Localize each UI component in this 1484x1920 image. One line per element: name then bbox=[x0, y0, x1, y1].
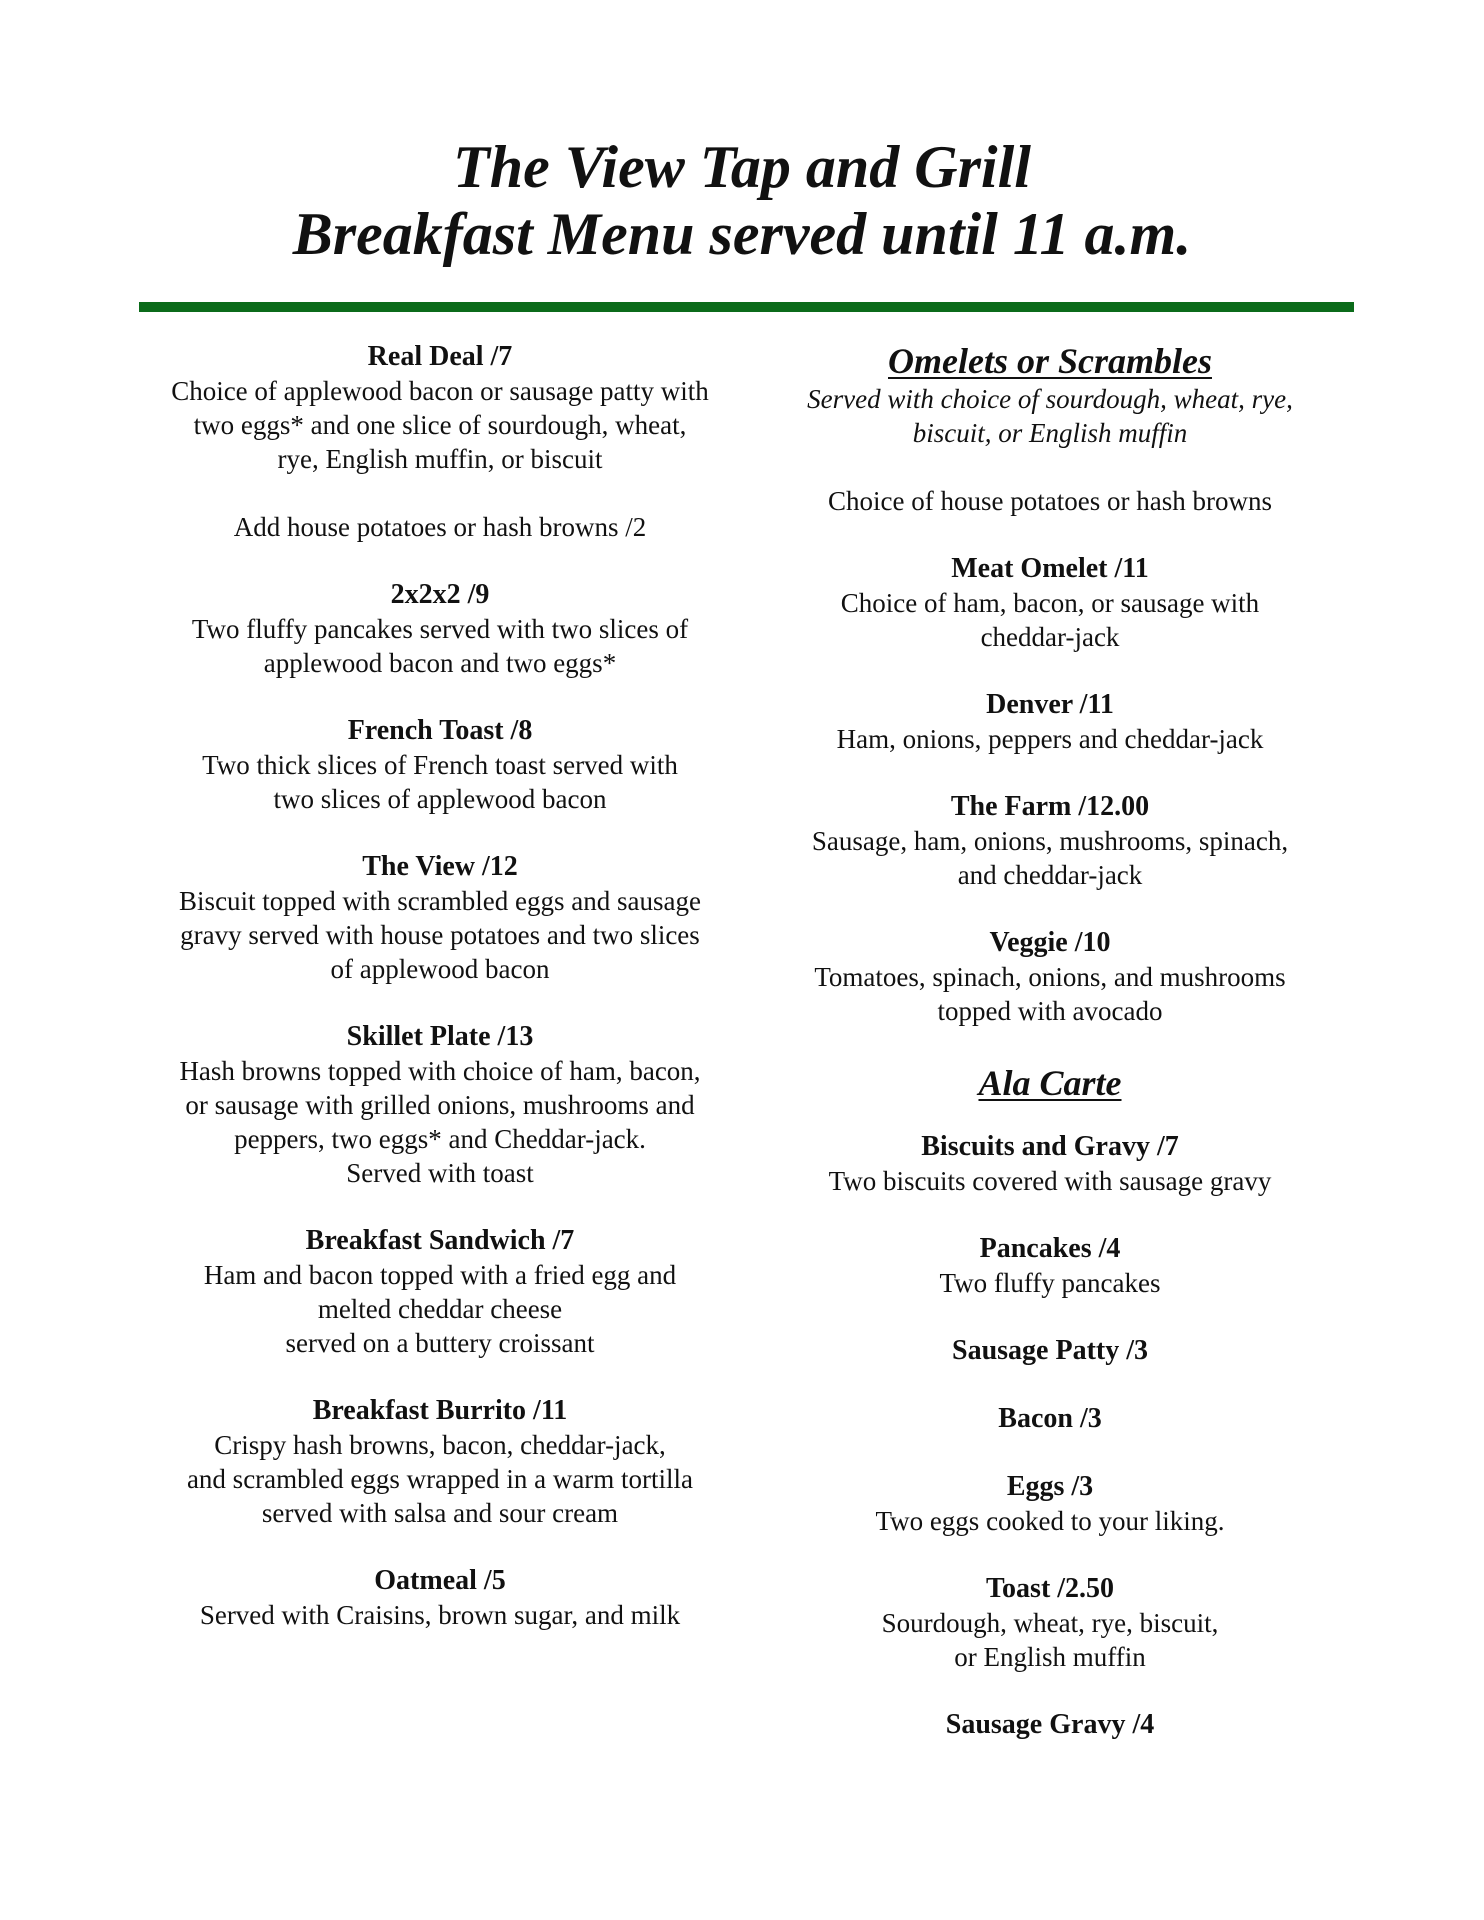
menu-item bbox=[140, 1020, 740, 1190]
menu-item bbox=[140, 714, 740, 816]
menu-item bbox=[760, 1708, 1340, 1742]
menu-item-description: Two biscuits covered with sausage gravy bbox=[828, 1166, 1272, 1196]
menu-item bbox=[760, 1572, 1340, 1674]
menu-item-description: Two eggs cooked to your liking. bbox=[875, 1506, 1225, 1536]
menu-item bbox=[140, 340, 740, 476]
menu-item-name: Oatmeal /5 bbox=[374, 1565, 506, 1596]
menu-item-description: Ham, onions, peppers and cheddar-jack bbox=[836, 724, 1264, 754]
menu-item-description: two slices of applewood bacon bbox=[273, 784, 607, 814]
menu-item bbox=[760, 926, 1340, 1028]
menu-item-description: Sourdough, wheat, rye, biscuit, bbox=[881, 1608, 1219, 1638]
menu-item bbox=[760, 1402, 1340, 1436]
menu-item bbox=[760, 1470, 1340, 1538]
left-column bbox=[140, 340, 740, 1666]
menu-item-name: Pancakes /4 bbox=[979, 1233, 1121, 1264]
menu-item bbox=[760, 1130, 1340, 1198]
menu-item-description: Choice of applewood bacon or sausage patty with bbox=[171, 376, 709, 406]
menu-item-name: Skillet Plate /13 bbox=[346, 1021, 534, 1052]
menu-item-description: served on a buttery croissant bbox=[285, 1328, 595, 1358]
menu-item-description: Served with toast bbox=[346, 1158, 534, 1188]
omelets-subtitle bbox=[760, 382, 1340, 450]
menu-item-name: Bacon /3 bbox=[998, 1403, 1102, 1434]
menu-item-description: served with salsa and sour cream bbox=[261, 1498, 619, 1528]
menu-item-name: Toast /2.50 bbox=[985, 1573, 1115, 1604]
menu-item-description: Crispy hash browns, bacon, cheddar-jack, bbox=[214, 1430, 666, 1460]
menu-item-description: Biscuit topped with scrambled eggs and sausage bbox=[179, 886, 701, 916]
menu-item bbox=[760, 1334, 1340, 1368]
omelets-subtitle-line: biscuit, or English muffin bbox=[912, 418, 1188, 448]
menu-item-name: Real Deal /7 bbox=[367, 341, 513, 372]
menu-item-description: gravy served with house potatoes and two slices bbox=[180, 920, 700, 950]
menu-item-name: The View /12 bbox=[362, 851, 518, 882]
right-column bbox=[760, 340, 1340, 1776]
header-divider bbox=[139, 302, 1354, 312]
menu-item-name: Meat Omelet /11 bbox=[951, 553, 1149, 584]
menu-item-name: Biscuits and Gravy /7 bbox=[921, 1131, 1179, 1162]
menu-item-name: Breakfast Sandwich /7 bbox=[305, 1225, 575, 1256]
menu-item bbox=[760, 688, 1340, 756]
menu-item-name: Veggie /10 bbox=[989, 927, 1111, 958]
menu-item-description: peppers, two eggs* and Cheddar-jack. bbox=[234, 1124, 646, 1154]
menu-item-description: Ham and bacon topped with a fried egg and bbox=[203, 1260, 677, 1290]
menu-item bbox=[140, 578, 740, 680]
menu-header bbox=[0, 134, 1484, 268]
ala-carte-heading: Ala Carte bbox=[978, 1063, 1122, 1103]
omelets-heading: Omelets or Scrambles bbox=[888, 341, 1212, 381]
menu-item-description: Two fluffy pancakes bbox=[939, 1268, 1161, 1298]
omelets-side-note: Choice of house potatoes or hash browns bbox=[828, 486, 1272, 516]
menu-item-description: or sausage with grilled onions, mushrooms and bbox=[185, 1090, 695, 1120]
menu-item bbox=[760, 790, 1340, 892]
menu-item bbox=[140, 1394, 740, 1530]
menu-item-description: Choice of ham, bacon, or sausage with bbox=[840, 588, 1260, 618]
menu-item bbox=[760, 552, 1340, 654]
ala-carte-items bbox=[760, 1130, 1340, 1742]
menu-item bbox=[140, 850, 740, 986]
menu-item-name: Breakfast Burrito /11 bbox=[312, 1395, 568, 1426]
restaurant-name: The View Tap and Grill bbox=[453, 134, 1031, 200]
menu-item-description: or English muffin bbox=[954, 1642, 1146, 1672]
menu-item-description: topped with avocado bbox=[937, 996, 1163, 1026]
menu-item-name: French Toast /8 bbox=[347, 715, 533, 746]
menu-item-description: rye, English muffin, or biscuit bbox=[277, 444, 603, 474]
menu-item-description: Tomatoes, spinach, onions, and mushrooms bbox=[814, 962, 1286, 992]
menu-item-name: Sausage Gravy /4 bbox=[945, 1709, 1155, 1740]
menu-item-name: 2x2x2 /9 bbox=[390, 579, 490, 610]
menu-item bbox=[760, 1232, 1340, 1300]
menu-item bbox=[140, 1224, 740, 1360]
menu-item-name: Sausage Patty /3 bbox=[952, 1335, 1148, 1366]
menu-item-description: Hash browns topped with choice of ham, bacon, bbox=[179, 1056, 701, 1086]
menu-item-description: cheddar-jack bbox=[980, 622, 1120, 652]
menu-item-description: and cheddar-jack bbox=[957, 860, 1143, 890]
menu-item-description: Two fluffy pancakes served with two slices of bbox=[191, 614, 689, 644]
menu-item bbox=[140, 1564, 740, 1632]
menu-item-description: of applewood bacon bbox=[330, 954, 550, 984]
menu-item-description: Served with Craisins, brown sugar, and milk bbox=[199, 1600, 681, 1630]
menu-item-name: The Farm /12.00 bbox=[950, 791, 1150, 822]
omelet-items bbox=[760, 552, 1340, 1028]
menu-item-description: Sausage, ham, onions, mushrooms, spinach, bbox=[811, 826, 1289, 856]
menu-item-name: Denver /11 bbox=[986, 689, 1114, 720]
menu-item-description: applewood bacon and two eggs* bbox=[263, 648, 617, 678]
menu-item bbox=[140, 510, 740, 544]
menu-item-description: and scrambled eggs wrapped in a warm tortilla bbox=[186, 1464, 694, 1494]
menu-item-description: two eggs* and one slice of sourdough, wheat, bbox=[193, 410, 687, 440]
menu-item-name: Eggs /3 bbox=[1006, 1471, 1094, 1502]
menu-title: Breakfast Menu served until 11 a.m. bbox=[292, 201, 1192, 267]
menu-item-description: Two thick slices of French toast served with bbox=[202, 750, 678, 780]
menu-item-description: melted cheddar cheese bbox=[317, 1294, 563, 1324]
menu-item-description: Add house potatoes or hash browns /2 bbox=[233, 512, 647, 542]
omelets-subtitle-line: Served with choice of sourdough, wheat, rye, bbox=[807, 384, 1293, 414]
